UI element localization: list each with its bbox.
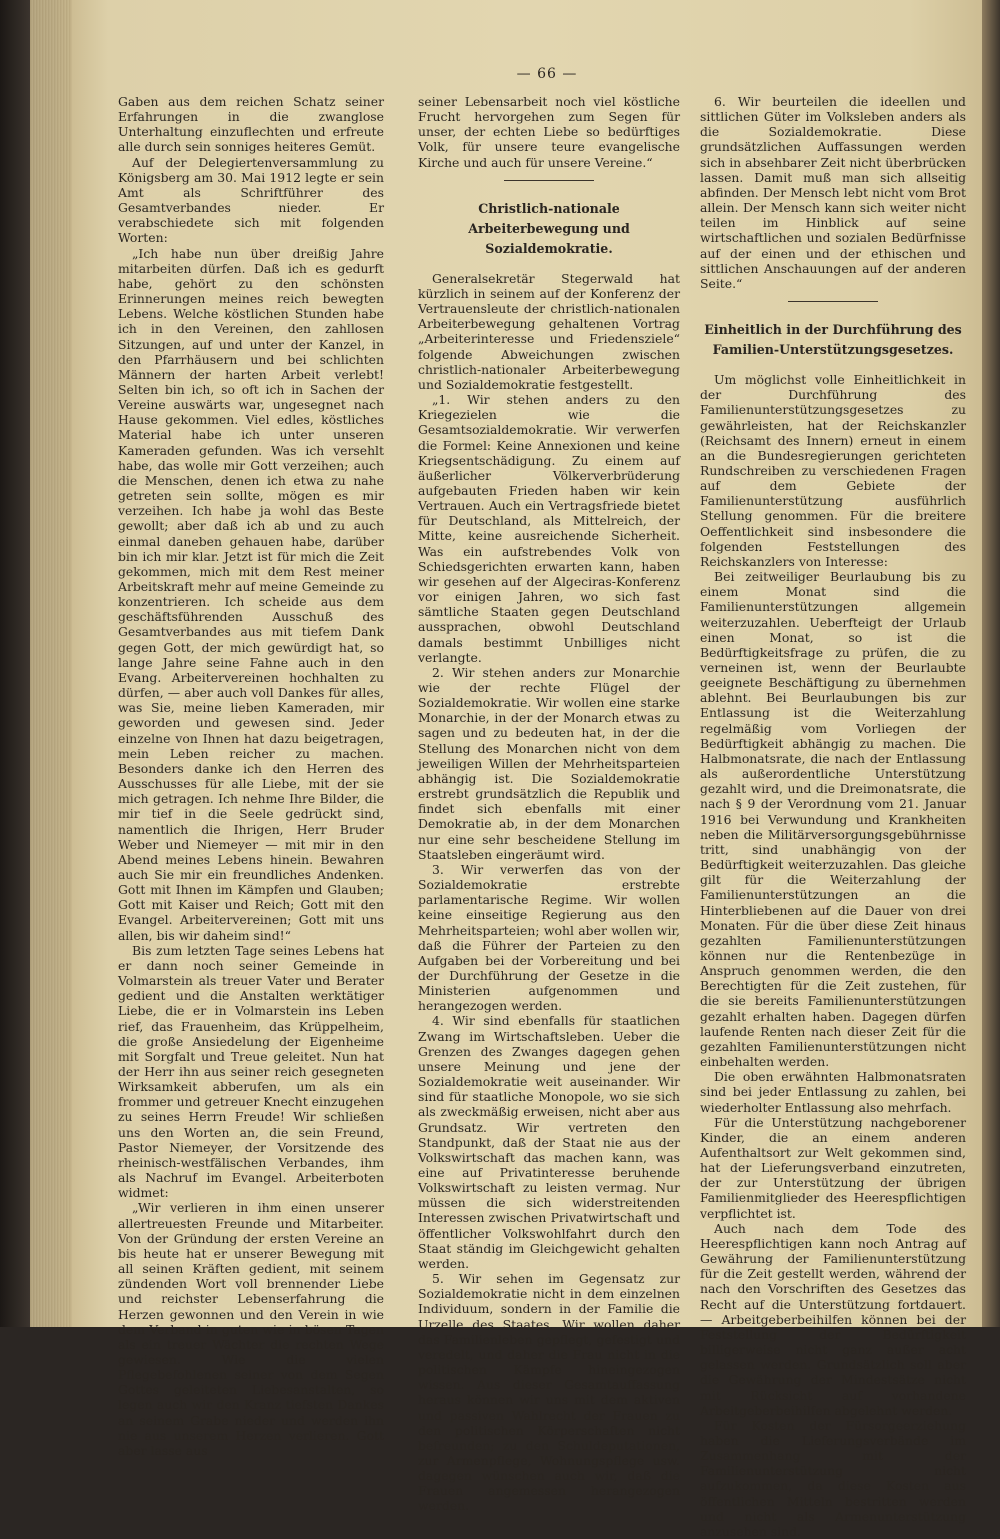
column-left (118, 94, 384, 1458)
paragraph: Generalsekretär Stegerwald hat kürzlich in seinem auf der Konferenz der Vertrauensleute der christlich-nationalen Arbeiterbewegung gehaltenen Vortrag „Arbeiterinteresse und Friedensziele“ folgende Abweichungen zwischen christlich-nationaler Arbeiterbewegung und Sozialdemokratie festgestellt. (418, 270, 680, 392)
section-divider (504, 180, 594, 181)
quote-paragraph: „Ich habe nun über dreißig Jahre mitarbeiten dürfen. Daß ich es gedurft habe, gehört zu den schönsten Erinnerungen meines reich bewegten Lebens. Welche köstlichen Stunden habe ich in den Vereinen, den zahllosen Sitzungen, auf und unter der Kanzel, in den Pfarrhäusern und bei schlichten Männern der harten Arbeit verlebt! Selten bin ich, so oft ich in Sachen der Vereine auswärts war, ungesegnet nach Hause gekommen. Viel edles, köstliches Material habe ich unter unseren Kameraden gefunden. Was ich versehlt habe, das wolle mir Gott verzeihen; auch die Menschen, denen ich etwa zu nahe getreten sein sollte, mögen es mir verzeihen. Ich habe ja wohl das Beste gewollt; aber daß ich ab und zu auch einmal daneben gehauen habe, darüber bin ich mir klar. Jetzt ist für mich die Zeit gekommen, mich mit dem Rest meiner Arbeitskraft mehr auf meine Gemeinde zu konzentrieren. Ich scheide aus dem geschäftsführenden Ausschuß des Gesamtverbandes aus mit tiefem Dank gegen Gott, der mich gewürdigt hat, so lange Jahre seine Fahne auch in den Evang. Arbeitervereinen hochhalten zu dürfen, — aber auch voll Dankes für alles, was Sie, meine lieben Kameraden, mir geworden und gewesen sind. Jeder einzelne von Ihnen hat dazu beigetragen, mein Leben reicher zu machen. Besonders danke ich den Herren des Ausschusses für alle Liebe, mit der sie mich getragen. Ich nehme Ihre Bilder, die mir tief in die Seele gedrückt sind, namentlich die Ihrigen, Herr Bruder Weber und Niemeyer — mit mir in den Abend meines Lebens hinein. Bewahren auch Sie mir ein freundliches Andenken. Gott mit Ihnen im Kämpfen und Glauben; Gott mit Kaiser und Reich; Gott mit den Evangel. Arbeitervereinen; Gott mit uns allen, bis wir daheim sind!“ (118, 245, 384, 943)
quote-paragraph: „Wir verlieren in ihm einen unserer allertreuesten Freunde und Mitarbeiter. Von der Gründung der ersten Vereine an bis heute hat er unserer Bewegung mit all seinen Kräften gedient, mit seinem zündenden Wort voll brennender Liebe und reichster Lebenserfahrung die Herzen gewonnen und den Verein in wie dem Verband in guten wie in bösen Tagen als ein treuer Wächter die rechten Wege gewiesen. Wie die vielen Pflegebefohlenen seiner von dem Segen Gottes geleiteten Liebesanstalten, so legen auch wir den Kranz tiefsten Dankes an seinem Grabe nieder und werden ihn nie aus unserem Herzen verlieren. Gott aber lasse aus (118, 1200, 384, 1458)
paragraph: Gaben aus dem reichen Schatz seiner Erfahrungen in die zwanglose Unterhaltung einzuflechten und erfreute alle durch sein sonniges heiteres Gemüt. (118, 94, 384, 155)
paragraph: 3. Wir verwerfen das von der Sozialdemokratie erstrebte parlamentarische Regime. Wir wollen keine einseitige Regierung aus den Mehrheitsparteien; wohl aber wollen wir, daß die Führer der Parteien zu den Aufgaben bei der Vorbereitung und bei der Durchführung der Gesetze in die Ministerien aufgenommen und herangezogen werden. (418, 861, 680, 1014)
paragraph: Auf der Delegiertenversammlung zu Königsberg am 30. Mai 1912 legte er sein Amt als Schriftführer des Gesamtverbandes nieder. Er verabschiedete sich mit folgenden Worten: (118, 154, 384, 246)
paragraph: 4. Wir sind ebenfalls für staatlichen Zwang im Wirtschaftsleben. Ueber die Grenzen des Zwanges dagegen gehen unsere Meinung und jene der Sozialdemokratie weit auseinander. Wir sind für staatliche Monopole, wo sie sich als zweckmäßig erweisen, nicht aber aus Grundsatz. Wir vertreten den Standpunkt, daß der Staat nie aus der Volkswirtschaft das machen kann, was eine auf Privatinteresse beruhende Volkswirtschaft zu leisten vermag. Nur müssen die sich widerstreitenden Interessen zwischen Privatwirtschaft und öffentlicher Volkswohlfahrt durch den Staat ständig im Gleichgewicht gehalten werden. (418, 1013, 680, 1271)
section-heading: Einheitlich in der Durchführung des Familien-Unterstützungsgesetzes. (704, 322, 962, 358)
column-right (700, 94, 966, 1539)
book-page (72, 0, 982, 1539)
paragraph: Bis zum letzten Tage seines Lebens hat er dann noch seiner Gemeinde in Volmarstein als treuer Vater und Berater gedient und die Anstalten werktätiger Liebe, die er in Volmarstein ins Leben rief, das Frauenheim, das Krüppelheim, die große Ansiedelung der Eigenheime mit Sorgfalt und Treue geleitet. Nun hat der Herr ihn aus seiner reich gesegneten Wirksamkeit abberufen, um als ein frommer und getreuer Knecht einzugehen zu seines Herrn Freude! Wir schließen uns den Worten an, die sein Freund, Pastor Niemeyer, der Vorsitzende des rheinisch-westfälischen Verbandes, ihm als Nachruf im Evangel. Arbeiterboten widmet: (118, 942, 384, 1201)
paragraph: Für die Unterstützung nachgeborener Kinder, die an einem anderen Aufenthaltsort zur Welt gekommen sind, hat der Lieferungsverband einzutreten, der zur Unterstützung der übrigen Familienmitglieder des Heerespflichtigen verpflichtet ist. (700, 1114, 966, 1221)
page-shadow-edge (982, 0, 1000, 1327)
page-stack-edge (30, 0, 75, 1327)
paragraph: seiner Lebensarbeit noch viel köstliche Frucht hervorgehen zum Segen für unser, der echten Liebe so bedürftiges Volk, für unsere teure evangelische Kirche und auch für unsere Vereine.“ (418, 94, 680, 170)
section-heading: Christlich-nationale Arbeiterbewegung und Sozialdemokratie. (468, 200, 630, 256)
page-number: — 66 — (516, 66, 578, 82)
paragraph: 5. Wir sehen im Gegensatz zur Sozialdemokratie nicht in dem einzelnen Individuum, sondern in der Familie die Urzelle des Staates. Wir wollen daher das Familienleben gepflegt, gefestigt und veredelt, und daher die Frau nicht in die politischen Kämpfe hineingezogen wissen. Aus dieser Gesamtauffassung heraus können wir uns mit dem aktiven und passiven Wahlrecht der Frauen zu den politischen Körperschaften nicht befreunden; zu den Schuldeputationen, zur Armenpflege, Wohnungspflege usw. dagegen wünschen auch wir, daß die Frauen angemessen herangezogen werden. (418, 1271, 680, 1514)
paragraph: Bei zeitweiliger Beurlaubung bis zu einem Monat sind die Familienunterstützungen allgemein weiterzuzahlen. Ueberfteigt der Urlaub einen Monat, so ist die Bedürftigkeitsfrage zu prüfen, die zu verneinen ist, wenn der Beurlaubte geeignete Beschäftigung zu übernehmen ablehnt. Bei Beurlaubungen bis zur Entlassung ist die Weiterzahlung regelmäßig vom Vorliegen der Bedürftigkeit abhängig zu machen. Die Halbmonatsrate, die nach der Entlassung als außerordentliche Unterstützung gezahlt wird, und die Dreimonatsrate, die nach § 9 der Verordnung vom 21. Januar 1916 bei Verwundung und Krankheiten neben die Militärversorgungsgebührnisse tritt, sind unabhängig von der Bedürftigkeit weiterzuzahlen. Das gleiche gilt für die Weiterzahlung der Familienunterstützungen an die Hinterbliebenen auf die Dauer von drei Monaten. Für die über diese Zeit hinaus gezahlten Familienunterstützungen können nur die Rentenbezüge in Anspruch genommen werden, die den Berechtigten für die Zeit zustehen, für die sie bereits Familienunterstützungen gezahlt erhalten haben. Dagegen dürfen laufende Renten nach dieser Zeit für die gezahlten Familienunterstützungen nicht einbehalten werden. (700, 569, 966, 1070)
paragraph: Auch nach dem Tode des Heerespflichtigen kann noch Antrag auf Gewährung der Familienunterstützung für die Zeit gestellt werden, während der nach den Vorschriften des Gesetzes das Recht auf die Unterstützung fortdauert. — Arbeitgeberbeihilfen können bei der Feststellung der Bedürftigkeit billigerweise nicht ganz außer acht gelassen werden. Grundsätzlich soll aber die Gewährung der Mindestsätze nicht mit Rücksicht auf vorhandene Arbeitgeberbeihilfen abgelehnt werden. (700, 1220, 966, 1418)
section-divider (788, 301, 878, 302)
paragraph: „1. Wir stehen anders zu den Kriegezielen wie die Gesamtsozialdemokratie. Wir verwerfen die Formel: Keine Annexionen und keine Kriegsentschädigung. Zu einem auf äußerlicher Völkerverbrüderung aufgebauten Frieden haben wir kein Vertrauen. Auch ein Vertragsfriede bietet für Deutschland, als Mittelreich, der Mitte, keine ausreichende Sicherheit. Was ein aufstrebendes Volk von Schiedsgerichten erwarten kann, haben wir gesehen auf der Algeciras-Konferenz vor einigen Jahren, wo sich fast sämtliche Staaten gegen Deutschland aussprachen, obwohl Deutschland damals bestimmt Unbilliges nicht verlangte. (418, 392, 680, 665)
paragraph: Die oben erwähnten Halbmonatsraten sind bei jeder Entlassung zu zahlen, bei wiederholter Entlassung also mehrfach. (700, 1069, 966, 1115)
paragraph: 6. Wir beurteilen die ideellen und sittlichen Güter im Volksleben anders als die Sozialdemokratie. Diese grundsätzlichen Auffassungen werden sich in absehbarer Zeit nicht überbrücken lassen. Damit muß man sich allseitig abfinden. Der Mensch lebt nicht vom Brot allein. Der Mensch kann sich weiter nicht teilen im Hinblick auf seine wirtschaftlichen und sozialen Bedürfnisse auf der einen und der ethischen und sittlichen Anschauungen auf der anderen Seite.“ (700, 94, 966, 291)
paragraph: 2. Wir stehen anders zur Monarchie wie der rechte Flügel der Sozialdemokratie. Wir wollen eine starke Monarchie, in der der Monarch etwas zu sagen und zu bedeuten hat, in der die Stellung des Monarchen nicht von dem jeweiligen Willen der Mehrheitsparteien abhängig ist. Die Sozialdemokratie erstrebt grundsätzlich die Republik und findet sich ebenfalls mit einer Demokratie ab, in der dem Monarchen nur eine sehr bescheidene Stellung im Staatsleben eingeräumt wird. (418, 664, 680, 862)
paragraph: Für Kosten der Fürsorgeerziehung haben die Lieferungsverbände im Zusammenhang mit der Familienunterstützung nicht aufzukommen, da diese Kosten aus öffentlichen Mitteln bestritten werden und nicht als Armenunterstützung anzusehen sind. (700, 1417, 966, 1539)
paragraph: Um möglichst volle Einheitlichkeit in der Durchführung des Familienunterstützungsgesetzes zu gewährleisten, hat der Reichskanzler (Reichsamt des Innern) erneut in einem an die Bundesregierungen gerichteten Rundschreiben zu verschiedenen Fragen auf dem Gebiete der Familienunterstützung ausführlich Stellung genommen. Für die breitere Oeffentlichkeit sind insbesondere die folgenden Feststellungen des Reichskanzlers von Interesse: (700, 372, 966, 569)
column-middle (418, 94, 680, 1514)
